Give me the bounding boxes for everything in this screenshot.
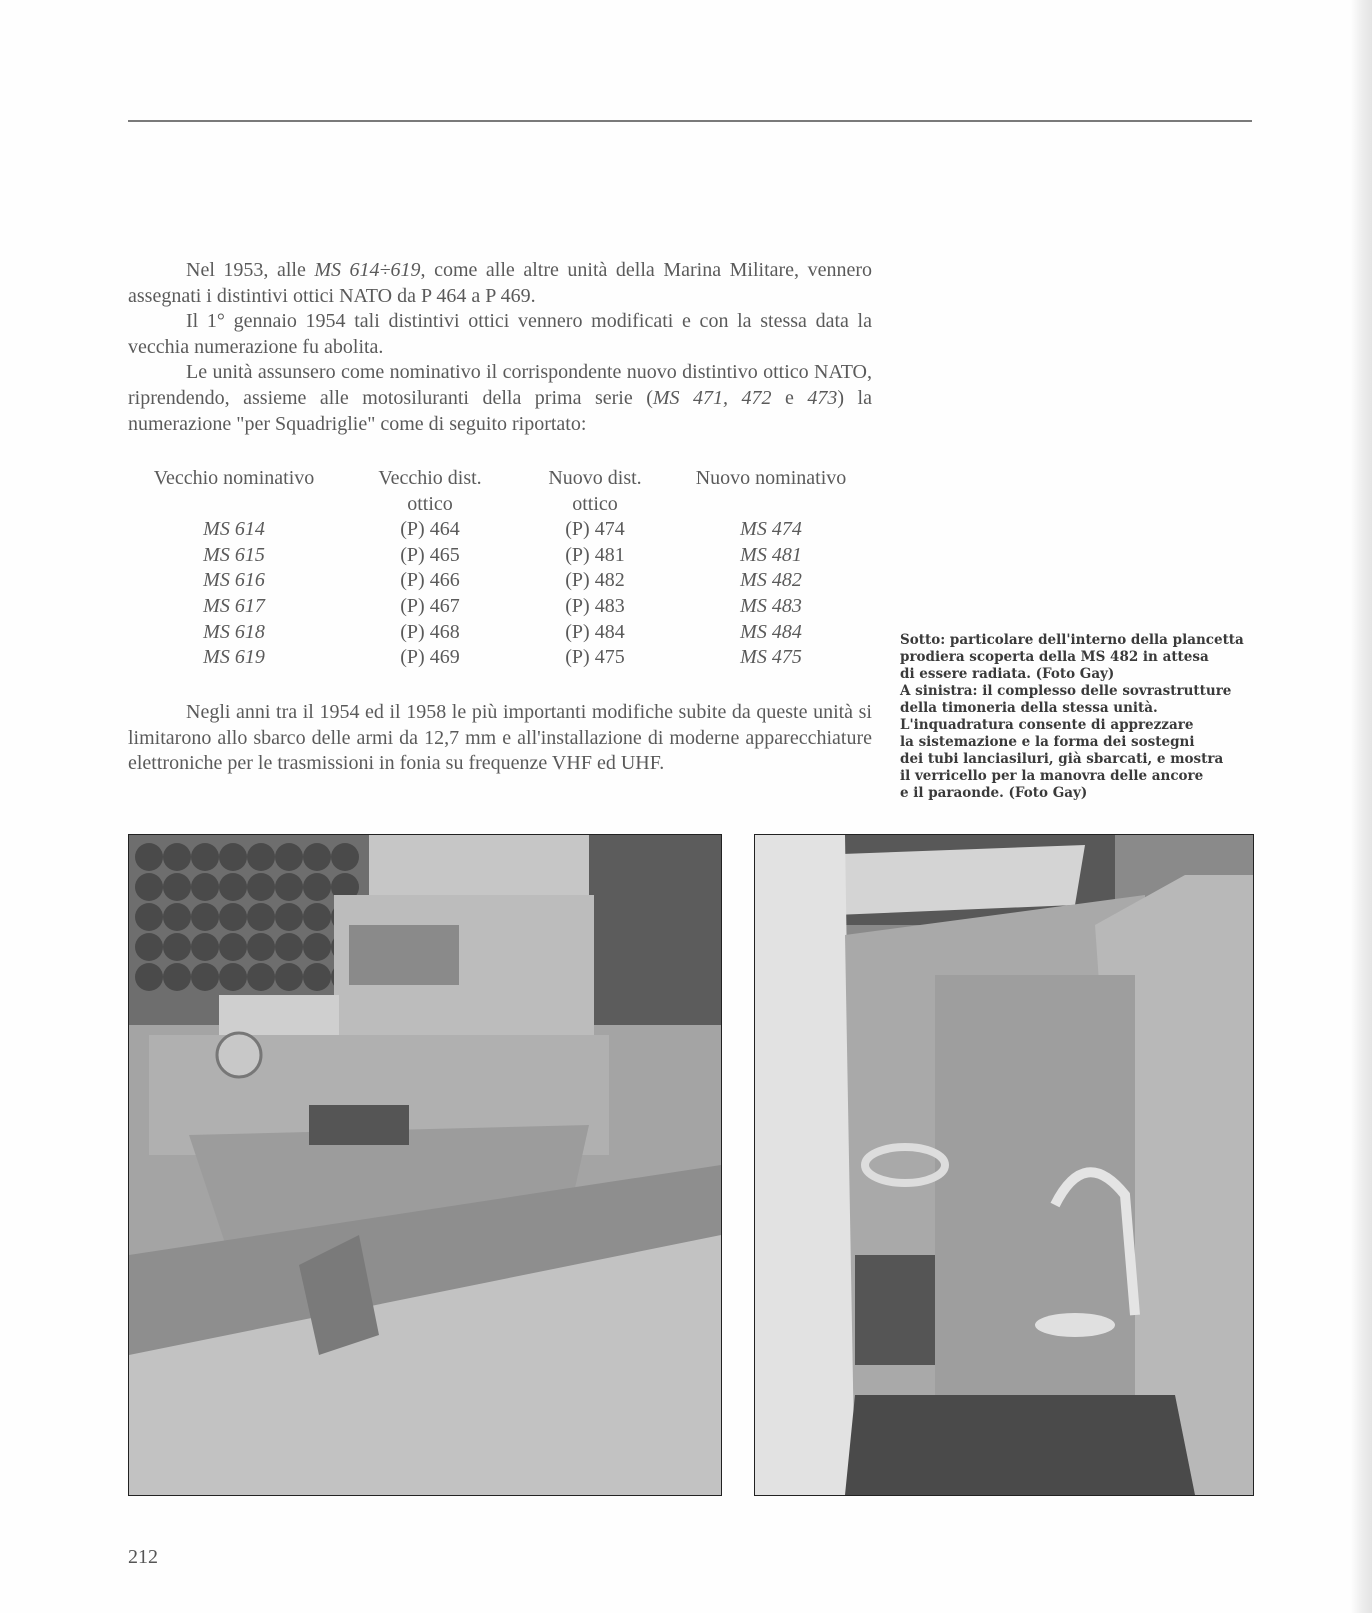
callsign-table	[128, 466, 872, 671]
header-old-name: Vecchio nominativo	[153, 467, 315, 489]
table-cell: MS 482	[740, 569, 802, 592]
p3-ms1: MS 471, 472	[652, 386, 772, 409]
caption-line: prodiera scoperta della MS 482 in attesa	[900, 649, 1209, 665]
table-cell: (P) 468	[400, 620, 460, 643]
paragraph-3	[128, 360, 872, 437]
p1-text: Nel 1953, alle	[186, 259, 315, 281]
caption-line: Sotto: particolare dell'interno della plancetta	[900, 632, 1244, 648]
table-cell: (P) 484	[565, 620, 625, 643]
header-new-name: Nuovo nominativo	[695, 467, 847, 489]
table-cell: MS 617	[203, 594, 265, 617]
p1-ms: MS 614÷619	[314, 259, 421, 281]
table-cell: MS 615	[203, 543, 265, 566]
bow-interior-photo	[754, 834, 1254, 1496]
paragraph-2: Il 1° gennaio 1954 tali distintivi ottici vennero modificati e con la stessa data la vecchia numerazione fu abolita.	[128, 310, 872, 358]
table-body	[128, 517, 872, 671]
photo-caption	[900, 632, 1260, 802]
body-text-2	[128, 700, 872, 777]
caption-line: il verricello per la manovra delle ancore	[900, 768, 1204, 784]
paragraph-4: Negli anni tra il 1954 ed il 1958 le più importanti modifiche subite da queste unità si limitarono allo sbarco delle armi da 12,7 mm e all'installazione di moderne apparecchiature elettroniche per le trasmissioni in fonia su frequenze VHF ed UHF.	[128, 701, 872, 775]
table-cell: (P) 482	[565, 569, 625, 592]
caption-line: L'inquadratura consente di apprezzare	[900, 717, 1194, 733]
table-cell: MS 618	[203, 620, 265, 643]
body-text	[128, 258, 872, 437]
table-cell: (P) 466	[400, 569, 460, 592]
paragraph-1	[128, 258, 872, 309]
table-cell: (P) 465	[400, 543, 460, 566]
table-cell: MS 484	[740, 620, 802, 643]
p3-c: ) la numerazione "per Squadriglie" come di seguito riportato:	[128, 386, 872, 435]
table-row	[128, 620, 872, 646]
page-edge-shadow	[1350, 0, 1372, 1613]
table-row	[128, 543, 872, 569]
page-number: 212	[128, 1546, 158, 1568]
caption-line: e il paraonde. (Foto Gay)	[900, 785, 1088, 801]
table-cell: (P) 464	[400, 518, 460, 541]
table-cell: (P) 469	[400, 646, 460, 669]
table-cell: (P) 467	[400, 594, 460, 617]
table-cell: MS 614	[203, 518, 265, 541]
p3-a: Le unità assunsero come nominativo il corrispondente nuovo distintivo ottico NATO, riprendendo, assieme alle motosiluranti della prima serie (	[128, 361, 872, 409]
table-cell: (P) 474	[565, 518, 625, 541]
table-cell: (P) 481	[565, 543, 625, 566]
boat-superstructure-photo	[128, 834, 722, 1496]
table-cell: MS 475	[740, 646, 802, 669]
header-rule	[128, 120, 1252, 122]
table-cell: MS 481	[740, 543, 802, 566]
header-new-dist: Nuovo dist. ottico	[548, 467, 642, 515]
header-old-dist: Vecchio dist. ottico	[378, 467, 482, 515]
caption-line: di essere radiata. (Foto Gay)	[900, 666, 1115, 682]
p3-b: e	[771, 386, 808, 409]
caption-line: A sinistra: il complesso delle sovrastrutture	[900, 683, 1232, 699]
table-row	[128, 594, 872, 620]
p3-ms2: 473	[807, 386, 838, 409]
table-row	[128, 645, 872, 671]
table-cell: MS 616	[203, 569, 265, 592]
caption-line: dei tubi lanciasiluri, già sbarcati, e mostra	[900, 751, 1224, 767]
table-cell: MS 474	[740, 518, 802, 541]
table-cell: MS 619	[203, 646, 265, 669]
caption-line: la sistemazione e la forma dei sostegni	[900, 734, 1195, 750]
table-cell: MS 483	[740, 594, 802, 617]
table-row	[128, 568, 872, 594]
p1-rest: , come alle altre unità della Marina Militare, vennero assegnati i distintivi ottici NATO da P 464 a P 469.	[128, 259, 873, 307]
table-header	[128, 466, 872, 517]
table-cell: (P) 483	[565, 594, 625, 617]
table-row	[128, 517, 872, 543]
table-cell: (P) 475	[565, 646, 625, 669]
caption-line: della timoneria della stessa unità.	[900, 700, 1158, 716]
